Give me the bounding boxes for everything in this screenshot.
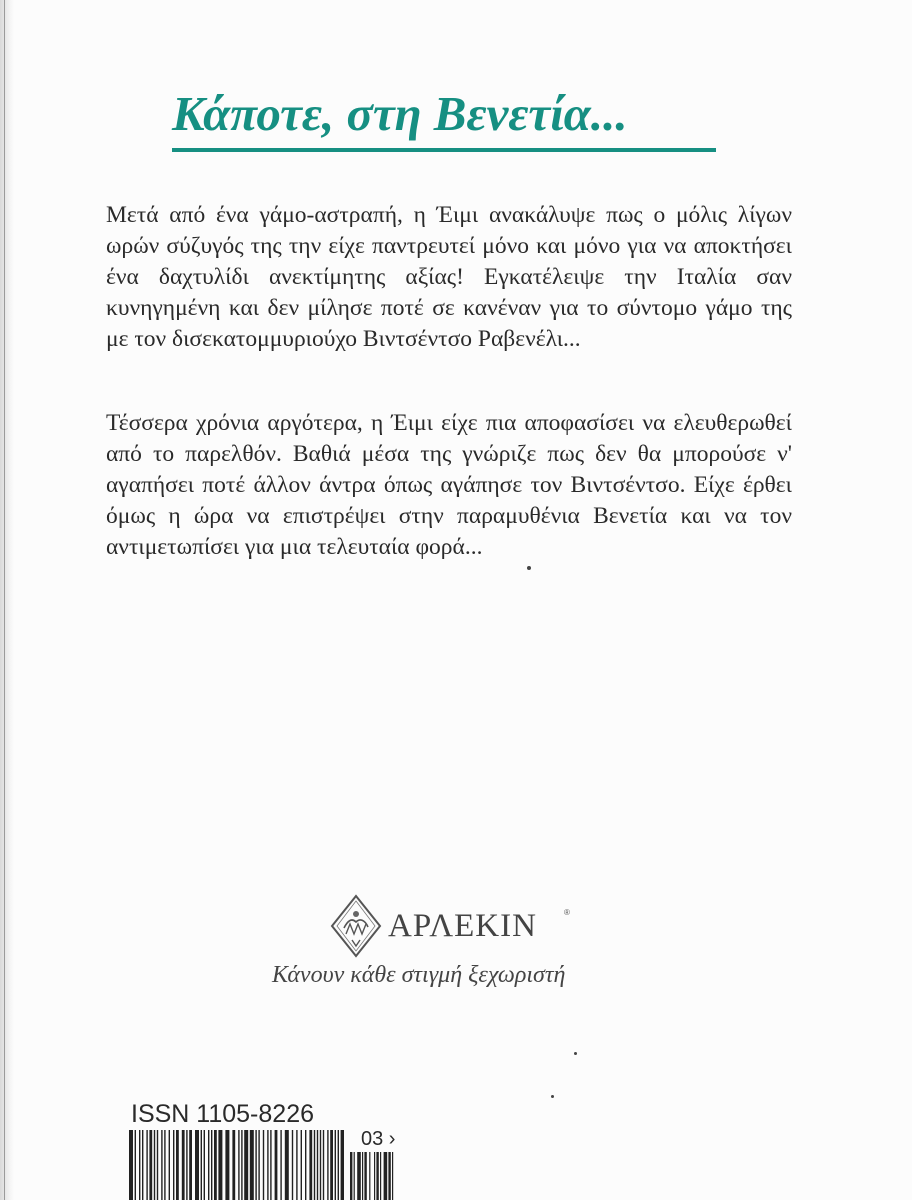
barcode-bar [267,1130,268,1200]
barcode [129,1130,344,1200]
barcode-addon-digits [361,1128,395,1151]
barcode-bar [301,1130,302,1200]
barcode-bar [173,1130,174,1200]
barcode-bar [225,1130,229,1200]
harlequin-diamond-logo-icon [330,894,382,958]
barcode-addon-bar [362,1152,363,1200]
barcode-bar [280,1130,281,1200]
publisher-slogan: Κάνουν κάθε στιγμή ξεχωριστή [272,962,566,988]
print-speck [527,566,531,570]
barcode-addon [350,1152,406,1200]
issn-number: ISSN 1105-8226 [131,1100,314,1128]
spine-edge [0,0,14,1200]
barcode-addon-bar [374,1152,375,1200]
barcode-addon-bar [380,1152,381,1200]
barcode-addon-bar [354,1152,355,1200]
barcode-bar [218,1130,222,1200]
barcode-addon-bar [388,1152,390,1200]
barcode-bar [135,1130,136,1200]
barcode-bar [149,1130,152,1200]
barcode-addon-bar [376,1152,378,1200]
barcode-bar [195,1130,199,1200]
barcode-bar [238,1130,239,1200]
barcode-bar [338,1130,339,1200]
cover-title: Κάποτε, στη Βενετία... [172,86,628,141]
barcode-bar [142,1130,143,1200]
barcode-addon-bar [364,1152,366,1200]
print-speck [551,1095,554,1098]
barcode-addon-bar [392,1152,393,1200]
barcode-addon-bar [350,1152,352,1200]
barcode-bar [164,1130,165,1200]
barcode-bar [139,1130,140,1200]
barcode-bar [129,1130,133,1200]
barcode-bar [335,1130,336,1200]
barcode-bar [255,1130,256,1200]
barcode-addon-bar [384,1152,388,1200]
barcode-bar [317,1130,318,1200]
title-underline [172,148,716,152]
barcode-bar [146,1130,147,1200]
barcode-bar [314,1130,315,1200]
spine-fold-line [4,0,5,1200]
barcode-bar [263,1130,264,1200]
barcode-bar [258,1130,259,1200]
barcode-bar [250,1130,254,1200]
barcode-bar [154,1130,155,1200]
barcode-bar [275,1130,278,1200]
barcode-bar [323,1130,324,1200]
chevron-right-icon: › [383,1128,396,1150]
publisher-logo [330,894,580,958]
barcode-bar [292,1130,293,1200]
barcode-bar [161,1130,162,1200]
barcode-bar [327,1130,328,1200]
blurb-paragraph-2: Τέσσερα χρόνια αργότερα, η Έιμι είχε πια αποφασίσει να ελευθερωθεί από το παρελθόν. Βαθιά μέσα της γνώριζε πως δεν θα μπορούσε ν' αγαπήσει ποτέ άλλον άντρα όπως αγάπησε τον Βιντσέντσο. Είχε έρθει όμως η ώρα να επιστρέψει στην παραμυθένια Βενετία και να τον αντιμετωπίσει για μια τελευταία φορά... [106,410,792,560]
barcode-bar [232,1130,235,1200]
barcode-bar [169,1130,170,1200]
barcode-bar [330,1130,333,1200]
barcode-bar [244,1130,248,1200]
barcode-addon-bar [357,1152,361,1200]
barcode-bar [157,1130,158,1200]
barcode-bar [341,1130,344,1200]
barcode-bar [296,1130,297,1200]
barcode-bar [211,1130,212,1200]
barcode-bar [189,1130,192,1200]
barcode-bar [208,1130,209,1200]
barcode-bar [309,1130,312,1200]
barcode-bar [320,1130,321,1200]
addon-digits-text: 03 [361,1128,384,1150]
barcode-bar [182,1130,185,1200]
barcode-bar [204,1130,205,1200]
barcode-bar [270,1130,271,1200]
print-speck [574,1052,577,1055]
registered-trademark: ® [564,908,570,917]
barcode-bar [201,1130,202,1200]
barcode-bar [176,1130,179,1200]
barcode-bar [305,1130,306,1200]
barcode-bar [241,1130,242,1200]
blurb-paragraph-1: Μετά από ένα γάμο-αστραπή, η Έιμι ανακάλυψε πως ο μόλις λίγων ωρών σύζυγός της την είχε παντρευτεί μόνο και μόνο για να αποκτήσει ένα δαχτυλίδι ανεκτίμητης αξίας! Εγκατέλειψε την Ιταλία σαν κυνηγημένη και δεν μίλησε ποτέ σε κανέναν για το σύντομο γάμο της με τον δισεκατομμυριούχο Βιντσέντσο Ραβενέλι... [106,202,792,352]
barcode-bar [214,1130,217,1200]
barcode-bar [285,1130,289,1200]
barcode-addon-bar [369,1152,370,1200]
publisher-name: ΑΡΛΕΚΙΝ [388,908,537,944]
barcode-bar [186,1130,187,1200]
